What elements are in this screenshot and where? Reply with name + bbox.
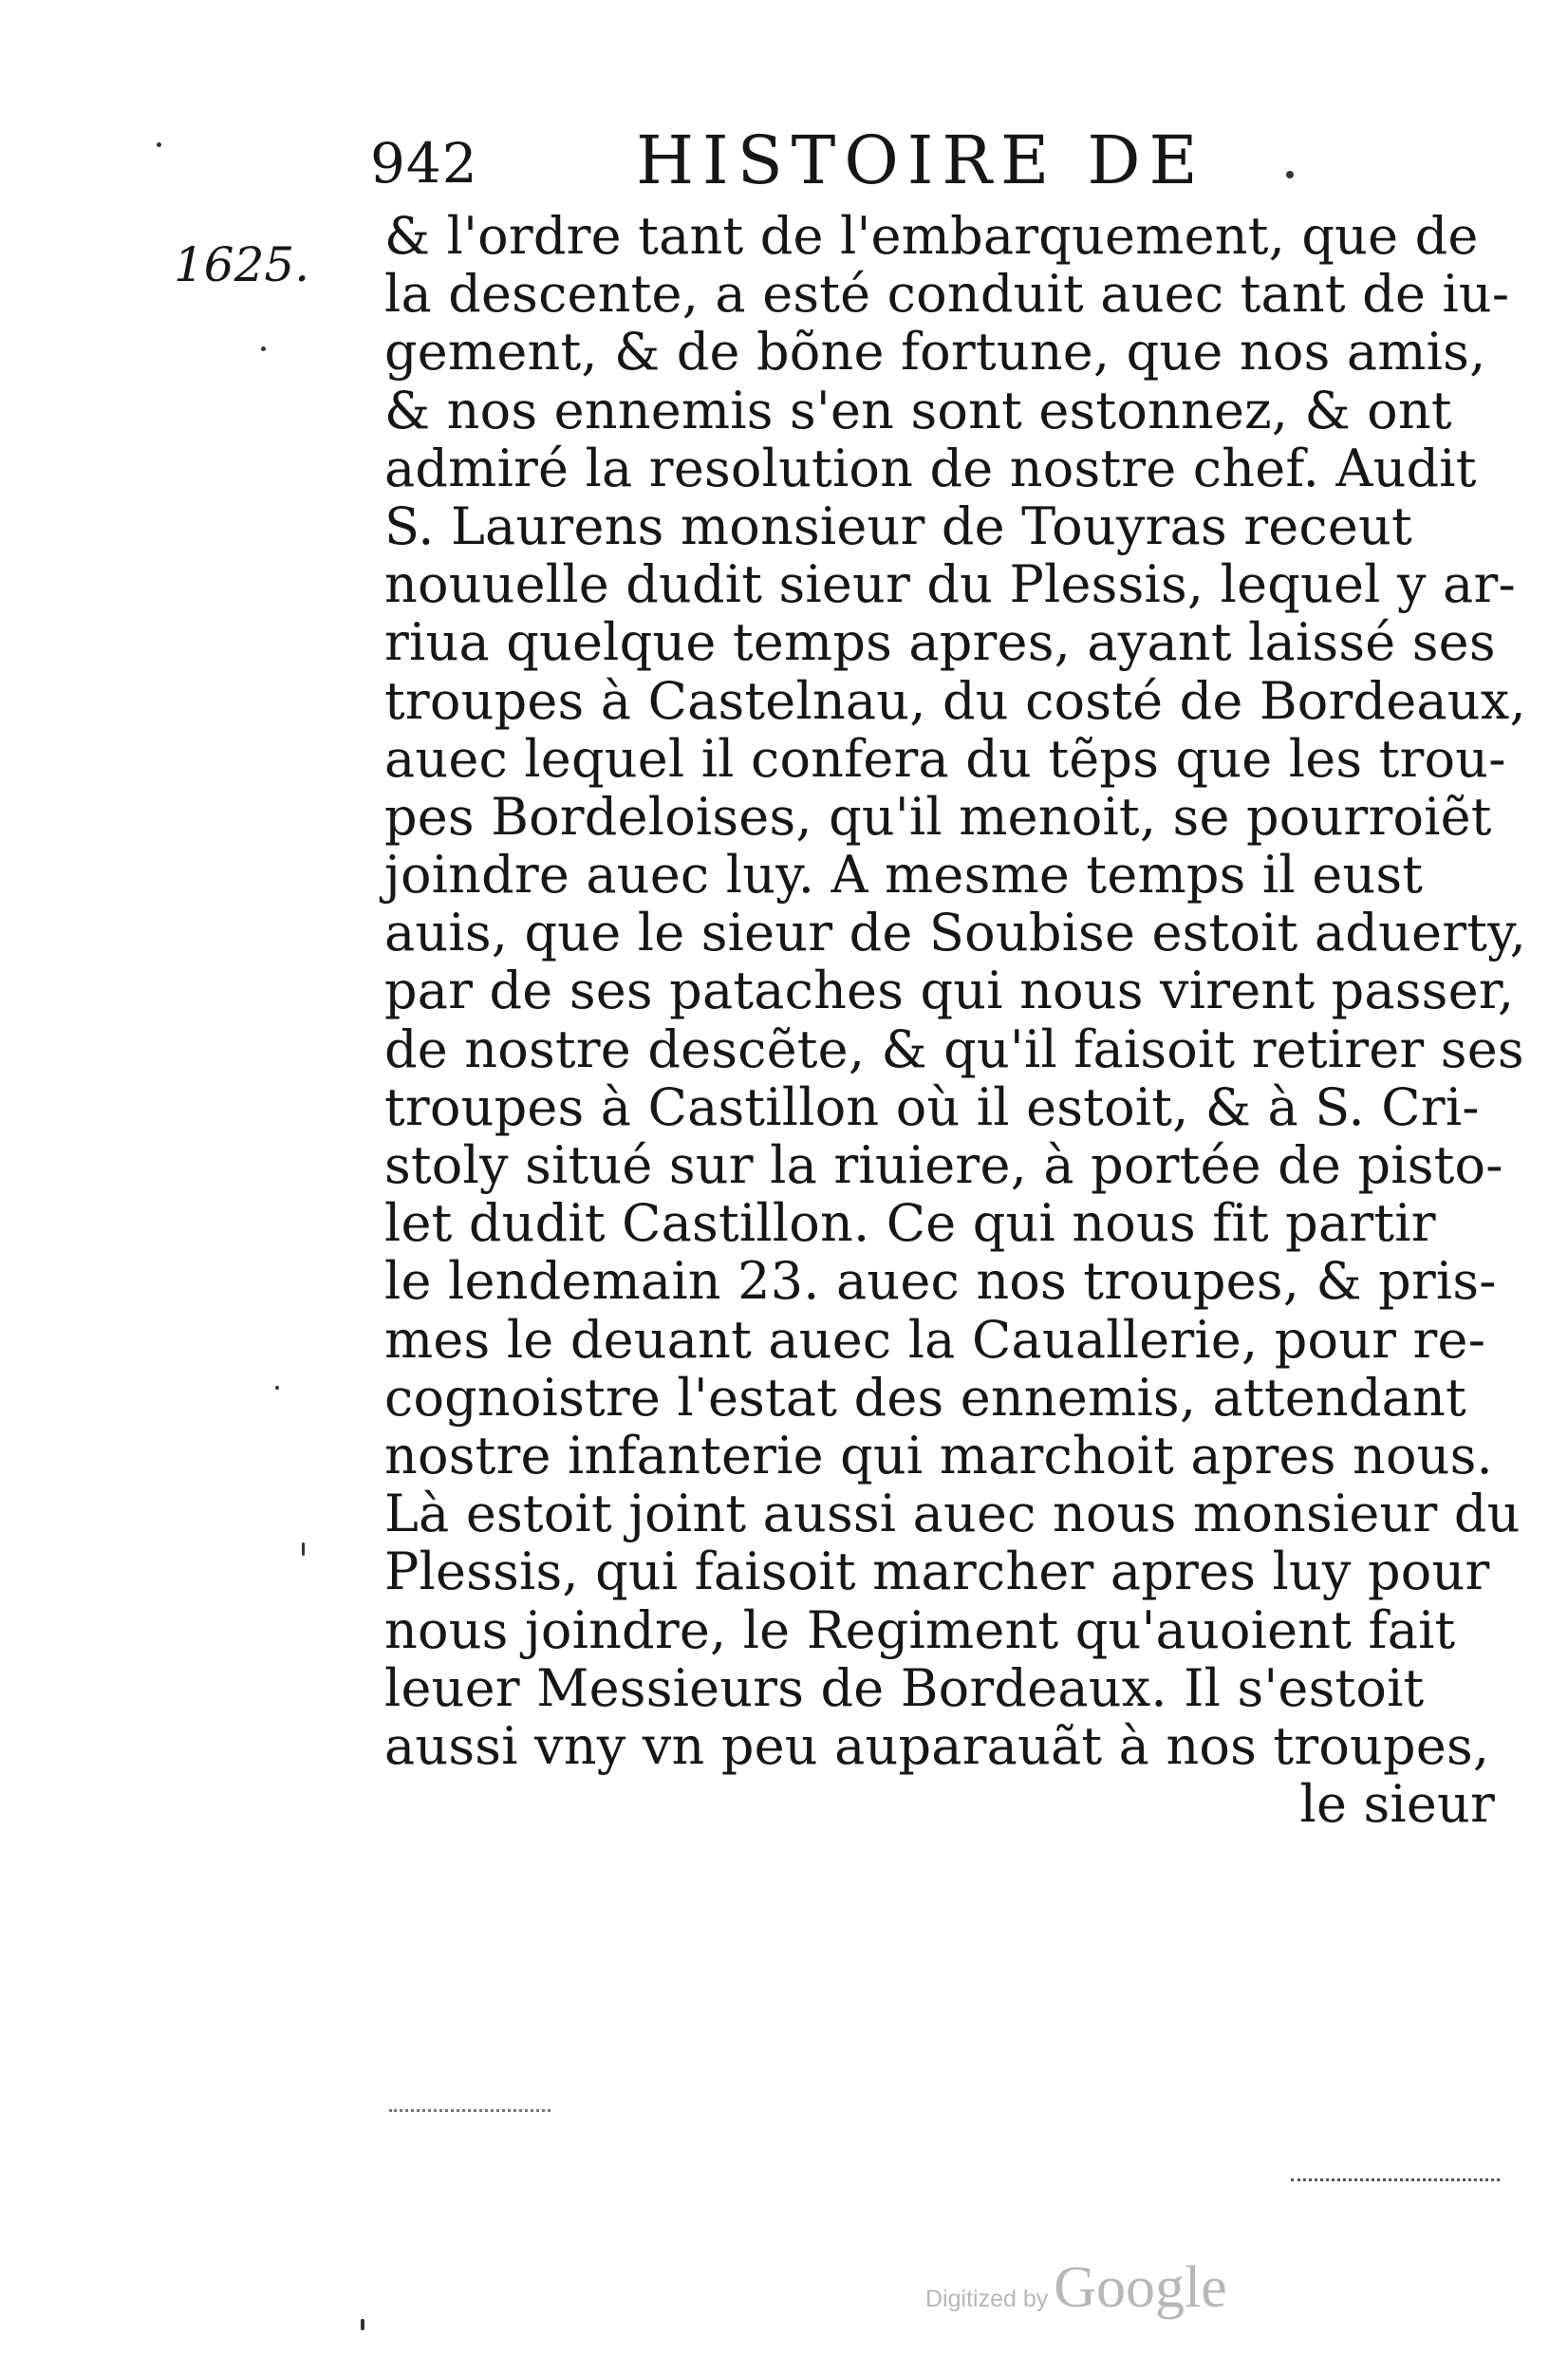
text-line: cognoistre l'estat des ennemis, attendant bbox=[384, 1367, 1466, 1428]
text-line: nouuelle dudit sieur du Plessis, lequel y ar- bbox=[384, 554, 1516, 615]
text-line: troupes à Castelnau, du costé de Bordeaux, bbox=[384, 670, 1526, 731]
text-line: admiré la resolution de nostre chef. Audit bbox=[384, 438, 1477, 498]
ink-speck bbox=[1286, 171, 1294, 178]
ink-speck bbox=[157, 142, 161, 147]
ink-speck bbox=[361, 2319, 364, 2330]
google-logo: Google bbox=[1054, 2255, 1227, 2320]
text-line: Là estoit joint aussi auec nous monsieur du bbox=[384, 1484, 1521, 1544]
text-line: & l'ordre tant de l'embarquement, que de bbox=[384, 206, 1479, 266]
text-line: pes Bordeloises, qu'il menoit, se pourroiẽt bbox=[384, 786, 1492, 847]
text-line: auec lequel il confera du tẽps que les trou- bbox=[384, 728, 1506, 789]
text-line: S. Laurens monsieur de Touyras receut bbox=[384, 495, 1412, 556]
text-line: de nostre descẽte, & qu'il faisoit retirer ses bbox=[384, 1018, 1524, 1079]
ink-speck bbox=[302, 1542, 305, 1556]
page-number: 942 bbox=[370, 131, 478, 196]
ink-speck bbox=[275, 1386, 279, 1390]
margin-year-note: 1625. bbox=[174, 237, 310, 292]
text-line: stoly situé sur la riuiere, à portée de pisto- bbox=[384, 1135, 1503, 1195]
text-line: aussi vny vn peu auparauãt à nos troupes, bbox=[384, 1715, 1490, 1776]
text-line: la descente, a esté conduit auec tant de iu- bbox=[384, 264, 1510, 325]
footer-rule bbox=[1291, 2178, 1500, 2181]
text-line: troupes à Castillon où il estoit, & à S. Cri- bbox=[384, 1076, 1480, 1137]
text-line: let dudit Castillon. Ce qui nous fit partir bbox=[384, 1193, 1436, 1254]
catchword: le sieur bbox=[1299, 1774, 1495, 1835]
text-line: leuer Messieurs de Bordeaux. Il s'estoit bbox=[384, 1657, 1425, 1718]
watermark-prefix: Digitized by bbox=[925, 2286, 1049, 2312]
text-line: par de ses pataches qui nous virent passer, bbox=[384, 961, 1515, 1021]
body-text bbox=[384, 206, 1527, 1835]
text-line: mes le deuant auec la Cauallerie, pour re- bbox=[384, 1309, 1486, 1370]
text-line: joindre auec luy. A mesme temps il eust bbox=[384, 845, 1424, 906]
digitized-watermark bbox=[925, 2254, 1227, 2330]
text-line: nostre infanterie qui marchoit apres nous. bbox=[384, 1425, 1493, 1485]
text-line: le lendemain 23. auec nos troupes, & pris- bbox=[384, 1251, 1497, 1312]
ink-speck bbox=[261, 346, 266, 351]
text-line: & nos ennemis s'en sont estonnez, & ont bbox=[384, 380, 1452, 440]
page-header bbox=[361, 112, 1310, 207]
running-title: HISTOIRE DE bbox=[636, 121, 1206, 199]
text-line: Plessis, qui faisoit marcher apres luy pour bbox=[384, 1542, 1490, 1602]
text-line: gement, & de bõne fortune, que nos amis, bbox=[384, 322, 1486, 383]
footer-rule-left bbox=[389, 2109, 551, 2112]
text-line: nous joindre, le Regiment qu'auoient fait bbox=[384, 1599, 1456, 1660]
text-line: riua quelque temps apres, ayant laissé ses bbox=[384, 612, 1496, 673]
text-line: auis, que le sieur de Soubise estoit aduerty, bbox=[384, 903, 1527, 963]
